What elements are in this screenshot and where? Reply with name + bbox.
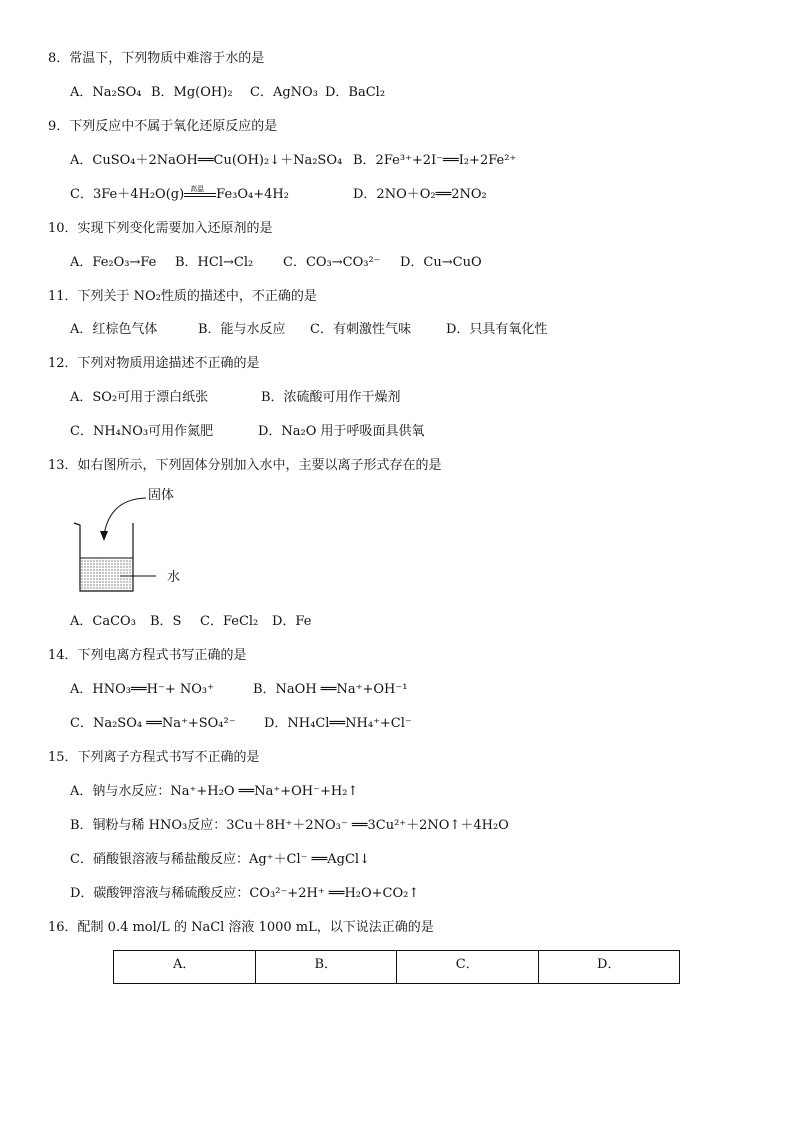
q13-stem: 13．如右图所示，下列固体分别加入水中，主要以离子形式存在的是: [48, 458, 442, 473]
q14-stem: 14．下列电离方程式书写正确的是: [48, 648, 247, 663]
q9-option-b: B．2Fe³⁺+2I⁻══I₂+2Fe²⁺: [353, 153, 517, 168]
q16-col-a: A．: [114, 951, 256, 984]
q13-option-d: D．Fe: [272, 614, 312, 629]
table-row: [114, 951, 680, 984]
q9-stem: 9．下列反应中不属于氧化还原反应的是: [48, 119, 278, 134]
q15-option-a: A．钠与水反应：Na⁺+H₂O ══Na⁺+OH⁻+H₂↑: [70, 784, 359, 799]
q8-option-d: D．BaCl₂: [325, 85, 386, 100]
q16-stem: 16．配制 0.4 mol/L 的 NaCl 溶液 1000 mL，以下说法正确的是: [48, 920, 434, 935]
q9-option-c: [70, 186, 289, 204]
beaker-diagram: [60, 485, 200, 600]
q12-option-a: A．SO₂可用于漂白纸张: [70, 390, 209, 405]
q8-option-c: C．AgNO₃: [250, 85, 318, 100]
q9-option-c-left: C．3Fe＋4H₂O(g): [70, 187, 185, 202]
q15-option-c: C．硝酸银溶液与稀盐酸反应：Ag⁺＋Cl⁻ ══AgCl↓: [70, 852, 370, 867]
q10-option-c: C．CO₃→CO₃²⁻: [283, 255, 381, 270]
q9-option-d: D．2NO＋O₂══2NO₂: [353, 187, 487, 202]
q11-option-c: C．有刺激性气味: [310, 322, 411, 337]
q15-option-d: D．碳酸钾溶液与稀硫酸反应：CO₃²⁻+2H⁺ ══H₂O+CO₂↑: [70, 886, 420, 901]
q14-option-c: C．Na₂SO₄ ══Na⁺+SO₄²⁻: [70, 716, 236, 731]
q16-answer-table: [113, 950, 680, 984]
q10-option-d: D．Cu→CuO: [400, 255, 482, 270]
equilibrium-arrow-icon: [184, 184, 216, 200]
q9-option-c-right: Fe₃O₄+4H₂: [216, 187, 289, 202]
q10-option-b: B．HCl→Cl₂: [175, 255, 254, 270]
q13-option-c: C．FeCl₂: [200, 614, 259, 629]
q8-option-a: A．Na₂SO₄: [70, 85, 142, 100]
q11-stem: 11．下列关于 NO₂性质的描述中，不正确的是: [48, 289, 317, 304]
label-solid: 固体: [148, 488, 175, 503]
q12-option-d: D．Na₂O 用于呼吸面具供氧: [258, 424, 425, 439]
q11-option-a: A．红棕色气体: [70, 322, 158, 337]
q16-col-c: C．: [397, 951, 539, 984]
q12-stem: 12．下列对物质用途描述不正确的是: [48, 356, 260, 371]
q15-stem: 15．下列离子方程式书写不正确的是: [48, 750, 260, 765]
q16-col-b: B．: [255, 951, 397, 984]
q13-option-a: A．CaCO₃: [70, 614, 136, 629]
q9-condition: 高温: [190, 184, 205, 193]
label-water: 水: [167, 570, 181, 585]
q10-option-a: A．Fe₂O₃→Fe: [70, 255, 157, 270]
q12-option-c: C．NH₄NO₃可用作氮肥: [70, 424, 214, 439]
q15-option-b: B．铜粉与稀 HNO₃反应：3Cu＋8H⁺＋2NO₃⁻ ══3Cu²⁺＋2NO↑＋4H₂O: [70, 818, 509, 833]
q16-col-d: D．: [538, 951, 680, 984]
q12-option-b: B．浓硫酸可用作干燥剂: [261, 390, 401, 405]
q13-option-b: B．S: [150, 614, 182, 629]
q9-option-a: A．CuSO₄＋2NaOH══Cu(OH)₂↓＋Na₂SO₄: [70, 153, 343, 168]
q14-option-a: A．HNO₃══H⁻+ NO₃⁺: [70, 682, 214, 697]
q14-option-b: B．NaOH ══Na⁺+OH⁻¹: [253, 682, 408, 697]
q11-option-d: D．只具有氧化性: [446, 322, 548, 337]
q8-option-b: B．Mg(OH)₂: [151, 85, 233, 100]
q11-option-b: B．能与水反应: [198, 322, 286, 337]
q10-stem: 10．实现下列变化需要加入还原剂的是: [48, 221, 273, 236]
q8-stem: 8．常温下，下列物质中难溶于水的是: [48, 51, 265, 66]
q14-option-d: D．NH₄Cl══NH₄⁺+Cl⁻: [264, 716, 412, 731]
